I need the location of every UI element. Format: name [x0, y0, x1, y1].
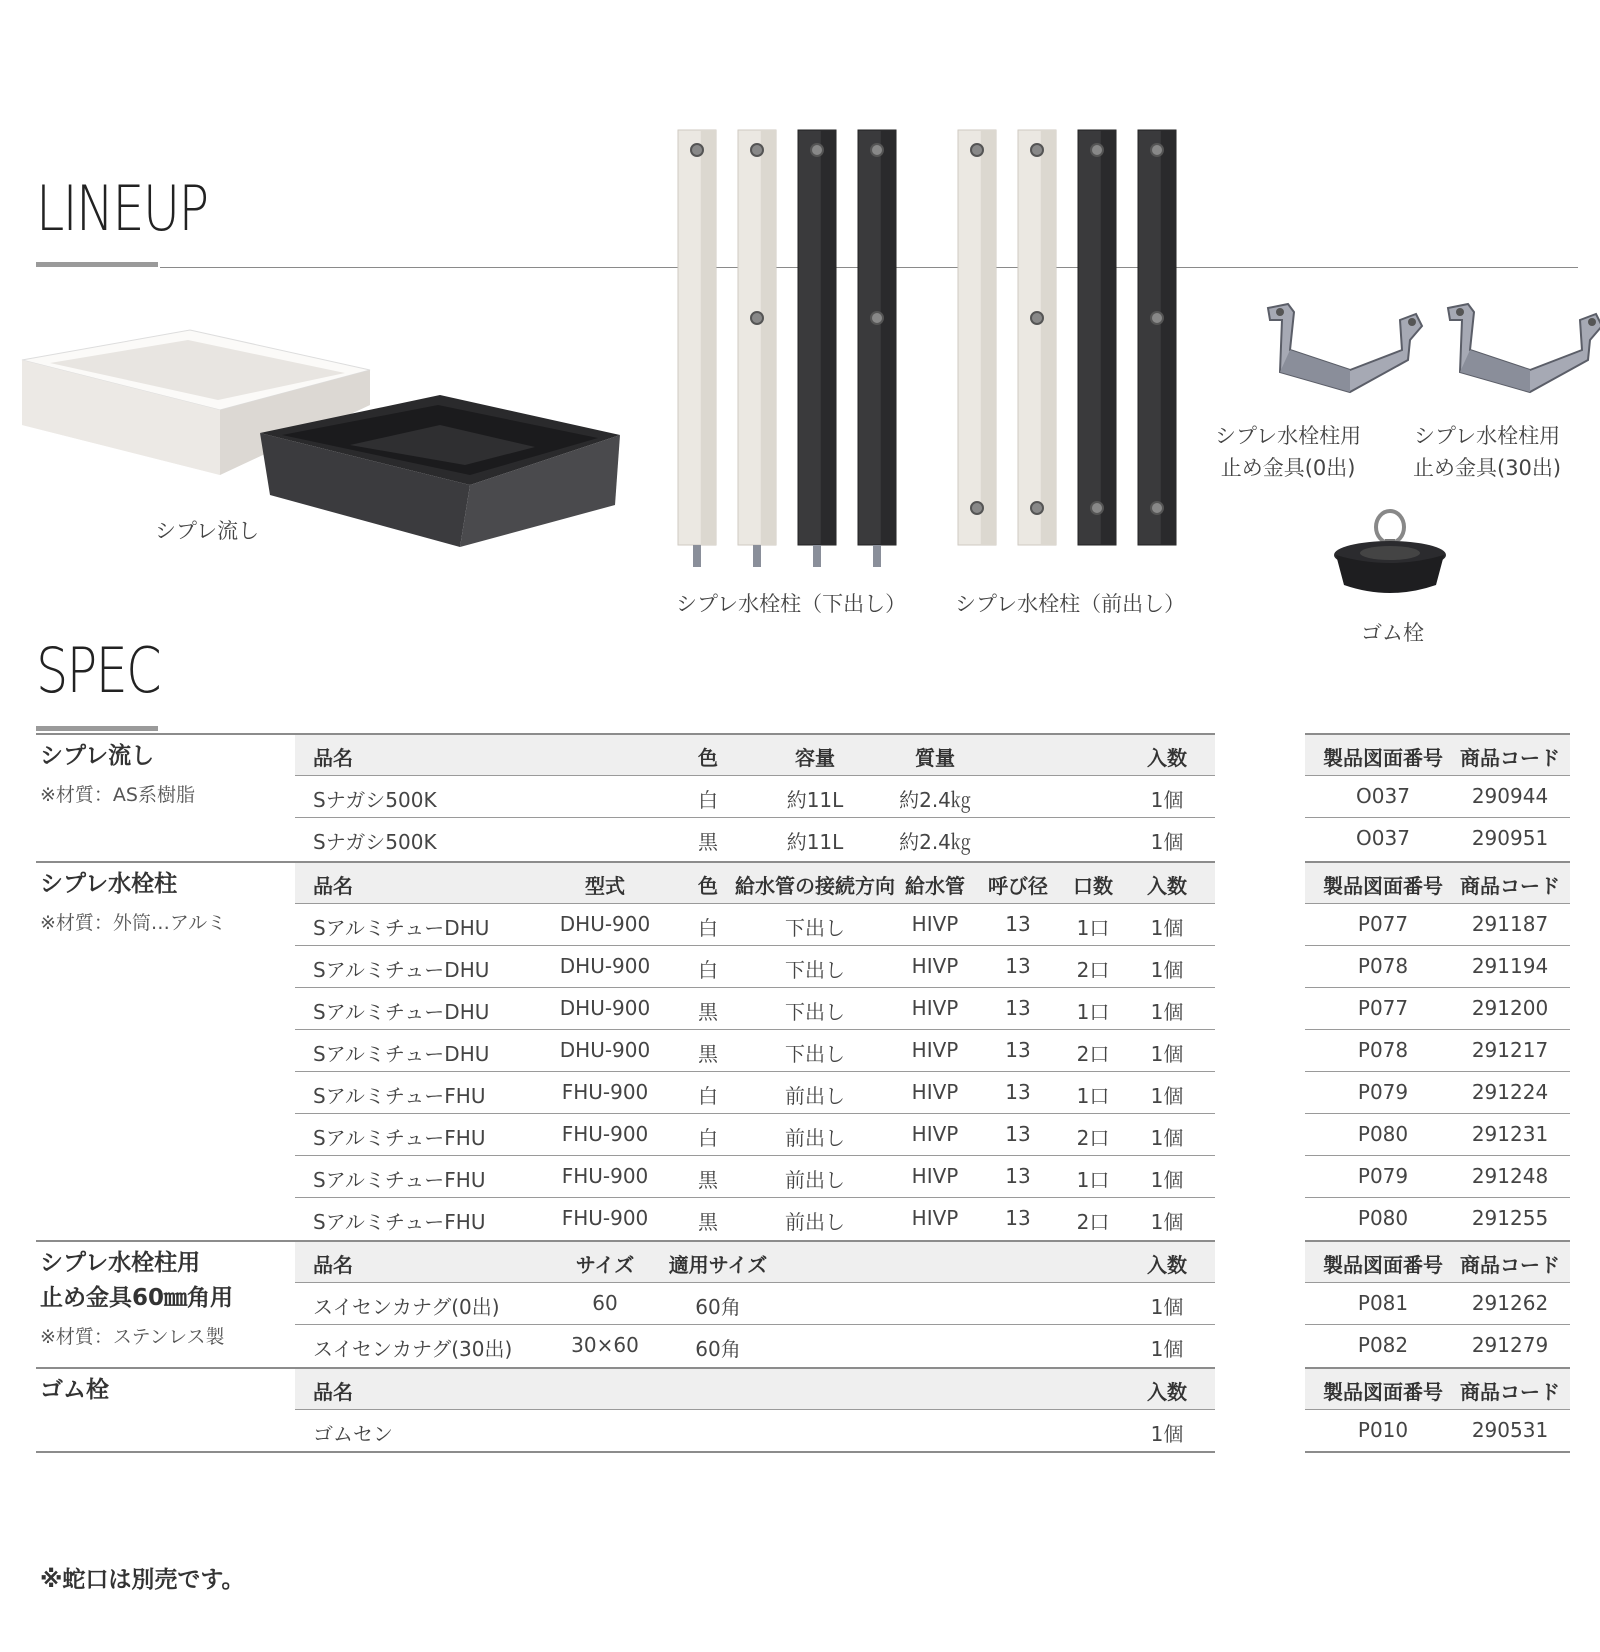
- plug-cell-code: 290531: [1471, 1418, 1549, 1442]
- post-cell-ports: 2口: [1076, 1042, 1110, 1066]
- plug-caption: ゴム栓: [1361, 621, 1424, 645]
- post-cell-name: SアルミチューDHU: [313, 1000, 490, 1024]
- post-cell-drawing: P078: [1357, 1038, 1409, 1062]
- sink-cell-weight: 約2.4㎏: [899, 788, 971, 812]
- sink-row-rule: [295, 775, 1215, 776]
- sink-illustration: [20, 325, 620, 555]
- sink-header-code: 商品コード: [1460, 746, 1560, 770]
- post-cell-code: 291255: [1471, 1206, 1549, 1230]
- post-cell-qty: 1個: [1150, 1000, 1184, 1024]
- post-header-drawing: 製品図面番号: [1323, 874, 1443, 898]
- post-cell-size: 13: [1005, 1080, 1031, 1104]
- post-cell-pipe: HIVP: [911, 1038, 959, 1062]
- post-row-rule: [295, 1155, 1215, 1156]
- sink-cell-capacity: 約11L: [786, 788, 844, 812]
- bracket-cell-qty: 1個: [1150, 1295, 1184, 1319]
- bracket-30-caption: [1413, 420, 1561, 484]
- bracket-cell-fit: 60角: [695, 1295, 741, 1319]
- plug-header-qty: 入数: [1147, 1380, 1187, 1404]
- post-cell-drawing: P079: [1357, 1164, 1409, 1188]
- bracket-30-caption-line2: 止め金具(30出): [1413, 456, 1562, 480]
- bracket-right-row-rule: [1305, 1324, 1570, 1325]
- bracket-header-code: 商品コード: [1460, 1253, 1560, 1277]
- water-post-4: [858, 130, 896, 567]
- post-cell-pipe: HIVP: [911, 996, 959, 1020]
- post-row-rule: [295, 1197, 1215, 1198]
- post-cell-size: 13: [1005, 1038, 1031, 1062]
- post-right-row-rule: [1305, 903, 1570, 904]
- post-header-size: 呼び径: [988, 874, 1048, 898]
- post-row-rule: [295, 1113, 1215, 1114]
- bracket-header-size: サイズ: [575, 1253, 635, 1277]
- post-cell-code: 291194: [1471, 954, 1549, 978]
- sink-header-bg: [295, 735, 1215, 775]
- post-cell-model: FHU-900: [561, 1122, 649, 1146]
- sink-header-drawing: 製品図面番号: [1323, 746, 1443, 770]
- post-cell-model: FHU-900: [561, 1080, 649, 1104]
- footnote: ※蛇口は別売です。: [40, 1567, 245, 1593]
- bracket-cell-name: スイセンカナグ(30出): [313, 1337, 513, 1361]
- post-row-rule: [295, 987, 1215, 988]
- post-cell-direction: 前出し: [785, 1168, 845, 1192]
- post-cell-drawing: P077: [1357, 996, 1409, 1020]
- post-cell-qty: 1個: [1150, 1168, 1184, 1192]
- post-header-model: 型式: [585, 874, 625, 898]
- sink-cell-drawing: O037: [1356, 784, 1410, 808]
- sink-cell-weight: 約2.4㎏: [899, 830, 971, 854]
- post-cell-qty: 1個: [1150, 958, 1184, 982]
- post-cell-color: 黒: [698, 1000, 718, 1024]
- post-cell-pipe: HIVP: [911, 1164, 959, 1188]
- post-cell-name: SアルミチューFHU: [313, 1084, 486, 1108]
- water-post-6: [1018, 130, 1056, 545]
- post-cell-qty: 1個: [1150, 1084, 1184, 1108]
- bracket-30-illustration: [1430, 300, 1600, 400]
- water-post-1: [678, 130, 716, 567]
- post-right-row-rule: [1305, 1113, 1570, 1114]
- sink-header-weight: 質量: [915, 746, 955, 770]
- bracket-cell-size: 30×60: [571, 1333, 639, 1357]
- post-cell-code: 291217: [1471, 1038, 1549, 1062]
- post-cell-ports: 2口: [1076, 958, 1110, 982]
- post-cell-ports: 1口: [1076, 1168, 1110, 1192]
- post-cell-qty: 1個: [1150, 1126, 1184, 1150]
- post-cell-size: 13: [1005, 1164, 1031, 1188]
- sink-cell-capacity: 約11L: [786, 830, 844, 854]
- post-cell-color: 黒: [698, 1210, 718, 1234]
- bracket-0-illustration: [1250, 300, 1420, 400]
- post-cell-name: SアルミチューFHU: [313, 1168, 486, 1192]
- bracket-material-note: ※材質：ステンレス製: [40, 1326, 225, 1348]
- plug-bottom-rule: [36, 1451, 1215, 1453]
- post-cell-pipe: HIVP: [911, 1122, 959, 1146]
- post-cell-qty: 1個: [1150, 1042, 1184, 1066]
- sink-caption: シプレ流し: [155, 519, 260, 543]
- post-cell-drawing: P080: [1357, 1122, 1409, 1146]
- sink-cell-color: 白: [698, 788, 718, 812]
- post-cell-name: SアルミチューDHU: [313, 916, 490, 940]
- bracket-cell-drawing: P082: [1357, 1333, 1409, 1357]
- post-cell-code: 291231: [1471, 1122, 1549, 1146]
- sink-cell-name: Sナガシ500K: [313, 830, 437, 854]
- post-right-row-rule: [1305, 987, 1570, 988]
- bracket-0-caption-line1: シプレ水栓柱用: [1215, 424, 1362, 448]
- bracket-row-rule: [295, 1324, 1215, 1325]
- plug-cell-qty: 1個: [1150, 1422, 1184, 1446]
- plug-header-bg: [295, 1369, 1215, 1409]
- post-cell-color: 黒: [698, 1042, 718, 1066]
- post-cell-pipe: HIVP: [911, 1206, 959, 1230]
- sink-row-rule: [295, 817, 1215, 818]
- sink-cell-color: 黒: [698, 830, 718, 854]
- post-cell-direction: 下出し: [785, 1000, 845, 1024]
- post-cell-name: SアルミチューFHU: [313, 1126, 486, 1150]
- post-cell-ports: 1口: [1076, 1000, 1110, 1024]
- plug-group-title-1: ゴム栓: [40, 1377, 109, 1403]
- water-post-3: [798, 130, 836, 567]
- post-cell-name: SアルミチューDHU: [313, 958, 490, 982]
- plug-header-code: 商品コード: [1460, 1380, 1560, 1404]
- bracket-row-rule: [295, 1282, 1215, 1283]
- post-cell-code: 291200: [1471, 996, 1549, 1020]
- post-cell-ports: 2口: [1076, 1210, 1110, 1234]
- sink-cell-code: 290944: [1471, 784, 1549, 808]
- bracket-header-fit: 適用サイズ: [668, 1253, 768, 1277]
- post-cell-model: FHU-900: [561, 1164, 649, 1188]
- bracket-header-name: 品名: [313, 1253, 353, 1277]
- plug-header-drawing: 製品図面番号: [1323, 1380, 1443, 1404]
- post-cell-qty: 1個: [1150, 1210, 1184, 1234]
- post-cell-pipe: HIVP: [911, 912, 959, 936]
- post-header-ports: 口数: [1073, 874, 1113, 898]
- post-cell-size: 13: [1005, 1206, 1031, 1230]
- post-right-row-rule: [1305, 1029, 1570, 1030]
- plug-cell-name: ゴムセン: [313, 1422, 393, 1446]
- post-cell-drawing: P078: [1357, 954, 1409, 978]
- post-cell-ports: 1口: [1076, 916, 1110, 940]
- bracket-cell-fit: 60角: [695, 1337, 741, 1361]
- post-cell-color: 白: [698, 958, 718, 982]
- water-post-5: [958, 130, 996, 545]
- post-header-qty: 入数: [1147, 874, 1187, 898]
- bracket-0-caption-line2: 止め金具(0出): [1220, 456, 1356, 480]
- bracket-cell-qty: 1個: [1150, 1337, 1184, 1361]
- sink-header-name: 品名: [313, 746, 353, 770]
- post-cell-drawing: P079: [1357, 1080, 1409, 1104]
- sink-header-color: 色: [698, 746, 718, 770]
- post-cell-pipe: HIVP: [911, 1080, 959, 1104]
- post-cell-model: FHU-900: [561, 1206, 649, 1230]
- post-cell-size: 13: [1005, 996, 1031, 1020]
- post-cell-direction: 下出し: [785, 1042, 845, 1066]
- water-post-2: [738, 130, 776, 567]
- lineup-title-bar: [36, 262, 158, 267]
- sink-cell-name: Sナガシ500K: [313, 788, 437, 812]
- post-cell-size: 13: [1005, 912, 1031, 936]
- post-header-pipe: 給水管: [905, 874, 965, 898]
- post-row-rule: [295, 1071, 1215, 1072]
- post-row-rule: [295, 945, 1215, 946]
- post-header-name: 品名: [313, 874, 353, 898]
- post-header-code: 商品コード: [1460, 874, 1560, 898]
- post-cell-name: SアルミチューFHU: [313, 1210, 486, 1234]
- post-cell-drawing: P077: [1357, 912, 1409, 936]
- post-cell-color: 白: [698, 1126, 718, 1150]
- plug-right-row-rule: [1305, 1409, 1570, 1410]
- post-cell-model: DHU-900: [559, 912, 651, 936]
- post-cell-model: DHU-900: [559, 1038, 651, 1062]
- bracket-group-title-1: シプレ水栓柱用: [40, 1250, 201, 1276]
- sink-cell-code: 290951: [1471, 826, 1549, 850]
- rubber-plug-illustration: [1330, 505, 1450, 605]
- post-cell-model: DHU-900: [559, 996, 651, 1020]
- bracket-cell-size: 60: [592, 1291, 618, 1315]
- bracket-header-qty: 入数: [1147, 1253, 1187, 1277]
- bracket-0-caption: [1215, 420, 1361, 484]
- post-row-rule: [295, 1029, 1215, 1030]
- post-cell-name: SアルミチューDHU: [313, 1042, 490, 1066]
- post-right-row-rule: [1305, 945, 1570, 946]
- bracket-cell-drawing: P081: [1357, 1291, 1409, 1315]
- post-cell-code: 291248: [1471, 1164, 1549, 1188]
- bracket-cell-code: 291262: [1471, 1291, 1549, 1315]
- plug-row-rule: [295, 1409, 1215, 1410]
- plug-cell-drawing: P010: [1357, 1418, 1409, 1442]
- plug-header-name: 品名: [313, 1380, 353, 1404]
- post-cell-qty: 1個: [1150, 916, 1184, 940]
- sink-cell-drawing: O037: [1356, 826, 1410, 850]
- post-cell-code: 291187: [1471, 912, 1549, 936]
- sink-header-qty: 入数: [1147, 746, 1187, 770]
- post-right-row-rule: [1305, 1155, 1570, 1156]
- post-cell-direction: 前出し: [785, 1210, 845, 1234]
- post-cell-size: 13: [1005, 954, 1031, 978]
- sink-right-row-rule: [1305, 817, 1570, 818]
- spec-title: SPEC: [36, 634, 160, 707]
- bracket-cell-code: 291279: [1471, 1333, 1549, 1357]
- post-material-note: ※材質：外筒…アルミ: [40, 912, 227, 934]
- post-cell-direction: 前出し: [785, 1126, 845, 1150]
- post-down-caption: シプレ水栓柱（下出し）: [676, 592, 907, 616]
- post-cell-pipe: HIVP: [911, 954, 959, 978]
- post-header-color: 色: [698, 874, 718, 898]
- post-front-caption: シプレ水栓柱（前出し）: [955, 592, 1186, 616]
- post-cell-color: 黒: [698, 1168, 718, 1192]
- post-cell-ports: 1口: [1076, 1084, 1110, 1108]
- post-cell-drawing: P080: [1357, 1206, 1409, 1230]
- sink-right-row-rule: [1305, 775, 1570, 776]
- lineup-title: LINEUP: [36, 172, 208, 245]
- bracket-right-row-rule: [1305, 1282, 1570, 1283]
- spec-title-bar: [36, 726, 158, 731]
- post-cell-size: 13: [1005, 1122, 1031, 1146]
- post-cell-color: 白: [698, 916, 718, 940]
- bracket-cell-name: スイセンカナグ(0出): [313, 1295, 500, 1319]
- sink-material-note: ※材質：AS系樹脂: [40, 784, 195, 806]
- post-header-direction: 給水管の接続方向: [735, 874, 895, 898]
- post-cell-ports: 2口: [1076, 1126, 1110, 1150]
- post-cell-color: 白: [698, 1084, 718, 1108]
- sink-cell-qty: 1個: [1150, 788, 1184, 812]
- sink-cell-qty: 1個: [1150, 830, 1184, 854]
- post-cell-direction: 下出し: [785, 916, 845, 940]
- bracket-30-caption-line1: シプレ水栓柱用: [1413, 424, 1561, 448]
- water-post-8: [1138, 130, 1176, 545]
- post-cell-direction: 前出し: [785, 1084, 845, 1108]
- sink-group-title-1: シプレ流し: [40, 743, 155, 769]
- bracket-group-title-2: 止め金具60㎜角用: [40, 1285, 234, 1311]
- bracket-header-drawing: 製品図面番号: [1323, 1253, 1443, 1277]
- plug-right-bottom-rule: [1305, 1451, 1570, 1453]
- sink-header-capacity: 容量: [795, 746, 835, 770]
- post-right-row-rule: [1305, 1197, 1570, 1198]
- post-right-row-rule: [1305, 1071, 1570, 1072]
- post-cell-model: DHU-900: [559, 954, 651, 978]
- post-cell-code: 291224: [1471, 1080, 1549, 1104]
- water-post-7: [1078, 130, 1116, 545]
- post-cell-direction: 下出し: [785, 958, 845, 982]
- post-row-rule: [295, 903, 1215, 904]
- post-illustration: [660, 128, 1180, 573]
- post-group-title-1: シプレ水栓柱: [40, 871, 178, 897]
